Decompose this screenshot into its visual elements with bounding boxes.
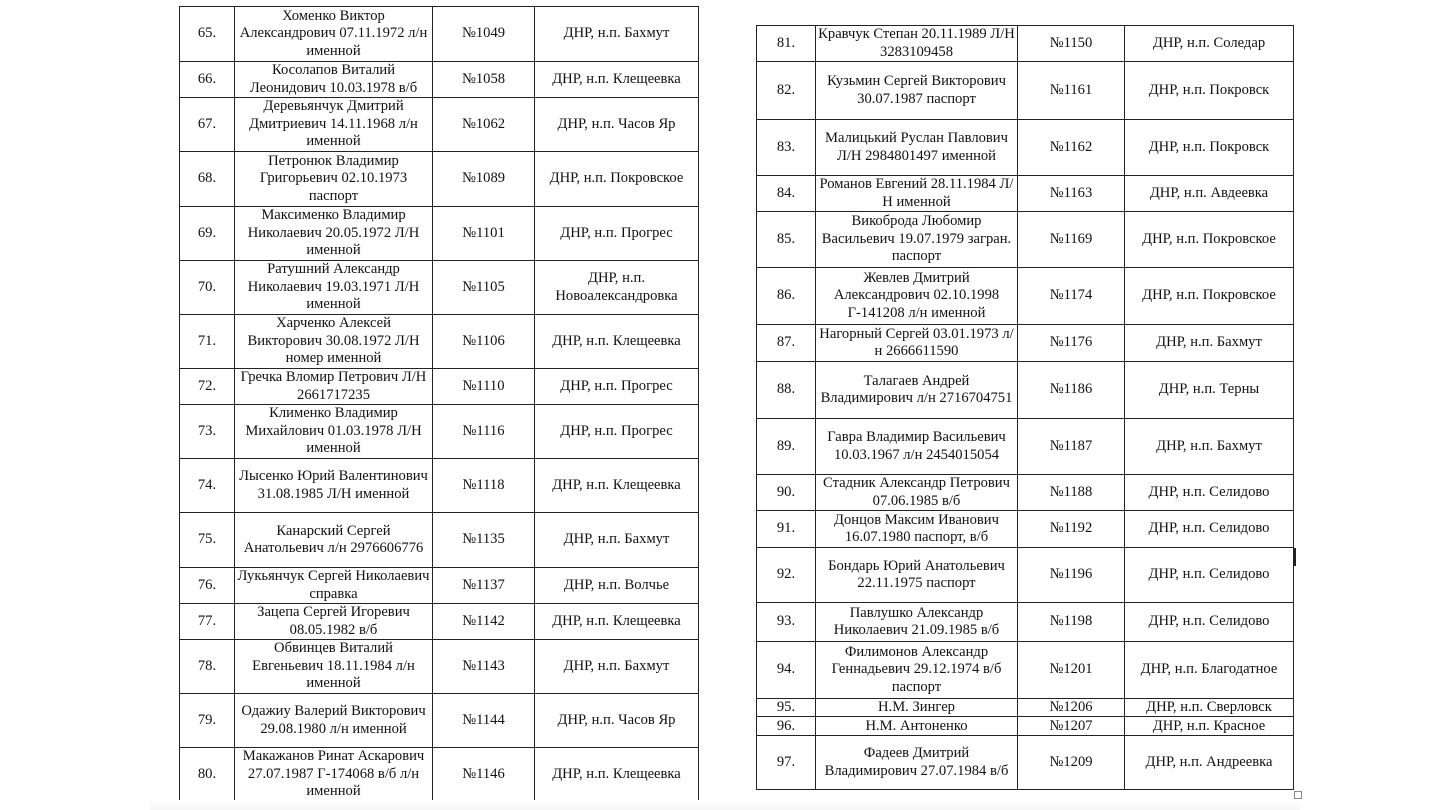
row-number-cell: 80. [180,748,235,802]
person-details-cell: Фадеев Дмитрий Владимирович 27.07.1984 в/б [816,736,1018,790]
record-number-cell: №1143 [433,640,535,694]
row-number-cell: 67. [180,98,235,152]
table-row [180,261,699,315]
table-row [757,736,1294,790]
record-number-cell: №1169 [1018,212,1125,268]
person-details-cell: Бондарь Юрий Анатольевич 22.11.1975 паспорт [816,548,1018,603]
person-details-cell: Кузьмин Сергей Викторович 30.07.1987 паспорт [816,62,1018,120]
record-number-cell: №1192 [1018,511,1125,548]
table-row [180,640,699,694]
location-cell: ДНР, н.п. Красное [1125,717,1294,736]
record-number-cell: №1144 [433,694,535,748]
record-number-cell: №1118 [433,459,535,513]
location-cell: ДНР, н.п. Клещеевка [535,315,699,369]
location-cell: ДНР, н.п. Авдеевка [1125,176,1294,212]
page-edge-shadow [150,800,1300,810]
table-row [180,98,699,152]
record-number-cell: №1135 [433,513,535,568]
record-number-cell: №1186 [1018,362,1125,419]
table-row [180,604,699,640]
person-details-cell: Талагаев Андрей Владимирович л/н 2716704751 [816,362,1018,419]
record-number-cell: №1101 [433,207,535,261]
location-cell: ДНР, н.п. Бахмут [535,640,699,694]
person-details-cell: Кравчук Степан 20.11.1989 Л/Н 3283109458 [816,26,1018,62]
location-cell: ДНР, н.п. Покровское [1125,268,1294,325]
location-cell: ДНР, н.п. Покровск [1125,62,1294,120]
location-cell: ДНР, н.п. Бахмут [1125,419,1294,475]
person-details-cell: Донцов Максим Иванович 16.07.1980 паспорт, в/б [816,511,1018,548]
table-row [180,748,699,802]
person-details-cell: Гавра Владимир Васильевич 10.03.1967 л/н 2454015054 [816,419,1018,475]
row-number-cell: 75. [180,513,235,568]
table-row [180,7,699,62]
table-row [180,459,699,513]
table-row [757,699,1294,717]
location-cell: ДНР, н.п. Терны [1125,362,1294,419]
person-details-cell: Петронюк Владимир Григорьевич 02.10.1973 паспорт [235,152,433,207]
record-number-cell: №1187 [1018,419,1125,475]
location-cell: ДНР, н.п. Прогрес [535,207,699,261]
row-number-cell: 69. [180,207,235,261]
left-table-body [180,7,699,802]
record-number-cell: №1049 [433,7,535,62]
table-row [180,207,699,261]
row-number-cell: 86. [757,268,816,325]
record-number-cell: №1163 [1018,176,1125,212]
location-cell: ДНР, н.п. Благодатное [1125,642,1294,699]
record-number-cell: №1142 [433,604,535,640]
record-number-cell: №1146 [433,748,535,802]
person-details-cell: Макажанов Ринат Аскарович 27.07.1987 Г-174068 в/б л/н именной [235,748,433,802]
table-row [180,513,699,568]
table-row [757,603,1294,642]
row-number-cell: 76. [180,568,235,604]
row-number-cell: 70. [180,261,235,315]
location-cell: ДНР, н.п. Клещеевка [535,459,699,513]
record-number-cell: №1110 [433,369,535,405]
person-details-cell: Филимонов Александр Геннадьевич 29.12.1974 в/б паспорт [816,642,1018,699]
person-details-cell: Лукьянчук Сергей Николаевич справка [235,568,433,604]
person-details-cell: Обвинцев Виталий Евгеньевич 18.11.1984 л/н именной [235,640,433,694]
row-number-cell: 78. [180,640,235,694]
row-number-cell: 72. [180,369,235,405]
table-row [180,369,699,405]
row-number-cell: 77. [180,604,235,640]
row-number-cell: 74. [180,459,235,513]
person-details-cell: Деревьянчук Дмитрий Дмитриевич 14.11.1968 л/н именной [235,98,433,152]
location-cell: ДНР, н.п. Селидово [1125,511,1294,548]
table-row [757,419,1294,475]
row-number-cell: 65. [180,7,235,62]
location-cell: ДНР, н.п. Сверловск [1125,699,1294,717]
table-row [180,405,699,459]
location-cell: ДНР, н.п. Бахмут [535,513,699,568]
person-details-cell: Н.М. Антоненко [816,717,1018,736]
person-details-cell: Ратушний Александр Николаевич 19.03.1971 Л/Н именной [235,261,433,315]
person-details-cell: Романов Евгений 28.11.1984 Л/Н именной [816,176,1018,212]
table-row [757,120,1294,176]
row-number-cell: 85. [757,212,816,268]
record-number-cell: №1161 [1018,62,1125,120]
person-details-cell: Малицький Руслан Павлович Л/Н 2984801497 именной [816,120,1018,176]
person-details-cell: Косолапов Виталий Леонидович 10.03.1978 в/б [235,62,433,98]
record-number-cell: №1176 [1018,325,1125,362]
person-details-cell: Павлушко Александр Николаевич 21.09.1985 в/б [816,603,1018,642]
person-details-cell: Канарский Сергей Анатольевич л/н 2976606776 [235,513,433,568]
record-number-cell: №1062 [433,98,535,152]
row-number-cell: 73. [180,405,235,459]
table-row [757,268,1294,325]
text-cursor-marker [1293,548,1296,566]
person-details-cell: Гречка Вломир Петрович Л/Н 2661717235 [235,369,433,405]
row-number-cell: 96. [757,717,816,736]
row-number-cell: 66. [180,62,235,98]
table-row [757,362,1294,419]
row-number-cell: 68. [180,152,235,207]
person-details-cell: Н.М. Зингер [816,699,1018,717]
record-number-cell: №1089 [433,152,535,207]
record-number-cell: №1105 [433,261,535,315]
person-details-cell: Клименко Владимир Михайлович 01.03.1978 Л/Н именной [235,405,433,459]
record-number-cell: №1207 [1018,717,1125,736]
location-cell: ДНР, н.п. Клещеевка [535,748,699,802]
record-number-cell: №1162 [1018,120,1125,176]
location-cell: ДНР, н.п. Прогрес [535,369,699,405]
record-number-cell: №1209 [1018,736,1125,790]
table-row [757,511,1294,548]
row-number-cell: 87. [757,325,816,362]
location-cell: ДНР, н.п. Покровское [1125,212,1294,268]
table-row [757,475,1294,511]
location-cell: ДНР, н.п. Часов Яр [535,98,699,152]
row-number-cell: 84. [757,176,816,212]
row-number-cell: 93. [757,603,816,642]
table-row [757,26,1294,62]
table-row [757,717,1294,736]
person-details-cell: Викоброда Любомир Васильевич 19.07.1979 загран. паспорт [816,212,1018,268]
record-number-cell: №1058 [433,62,535,98]
location-cell: ДНР, н.п. Селидово [1125,603,1294,642]
row-number-cell: 91. [757,511,816,548]
row-number-cell: 82. [757,62,816,120]
table-row [757,325,1294,362]
location-cell: ДНР, н.п. Покровское [535,152,699,207]
table-row [757,62,1294,120]
row-number-cell: 81. [757,26,816,62]
record-number-cell: №1106 [433,315,535,369]
location-cell: ДНР, н.п. Селидово [1125,548,1294,603]
person-details-cell: Одажиу Валерий Викторович 29.08.1980 л/н именной [235,694,433,748]
table-row [180,694,699,748]
person-details-cell: Зацепа Сергей Игоревич 08.05.1982 в/б [235,604,433,640]
record-number-cell: №1201 [1018,642,1125,699]
record-number-cell: №1174 [1018,268,1125,325]
person-details-cell: Харченко Алексей Викторович 30.08.1972 Л/Н номер именной [235,315,433,369]
location-cell: ДНР, н.п. Клещеевка [535,604,699,640]
location-cell: ДНР, н.п. Бахмут [535,7,699,62]
row-number-cell: 95. [757,699,816,717]
location-cell: ДНР, н.п. Селидово [1125,475,1294,511]
person-details-cell: Лысенко Юрий Валентинович 31.08.1985 Л/Н именной [235,459,433,513]
record-number-cell: №1198 [1018,603,1125,642]
person-details-cell: Жевлев Дмитрий Александрович 02.10.1998 Г-141208 л/н именной [816,268,1018,325]
row-number-cell: 79. [180,694,235,748]
location-cell: ДНР, н.п. Соледар [1125,26,1294,62]
person-details-cell: Максименко Владимир Николаевич 20.05.1972 Л/Н именной [235,207,433,261]
right-table [756,25,1294,790]
row-number-cell: 88. [757,362,816,419]
record-number-cell: №1137 [433,568,535,604]
location-cell: ДНР, н.п. Волчье [535,568,699,604]
record-number-cell: №1116 [433,405,535,459]
location-cell: ДНР, н.п. Часов Яр [535,694,699,748]
row-number-cell: 71. [180,315,235,369]
location-cell: ДНР, н.п. Андреевка [1125,736,1294,790]
location-cell: ДНР, н.п. Прогрес [535,405,699,459]
table-row [757,176,1294,212]
record-number-cell: №1188 [1018,475,1125,511]
location-cell: ДНР, н.п. Покровск [1125,120,1294,176]
table-row [757,548,1294,603]
table-row [757,212,1294,268]
row-number-cell: 92. [757,548,816,603]
record-number-cell: №1150 [1018,26,1125,62]
person-details-cell: Хоменко Виктор Александрович 07.11.1972 л/н именной [235,7,433,62]
table-resize-handle[interactable] [1294,791,1302,799]
location-cell: ДНР, н.п. Бахмут [1125,325,1294,362]
table-row [757,642,1294,699]
record-number-cell: №1196 [1018,548,1125,603]
row-number-cell: 97. [757,736,816,790]
location-cell: ДНР, н.п. Новоалександровка [535,261,699,315]
row-number-cell: 90. [757,475,816,511]
table-row [180,315,699,369]
person-details-cell: Стадник Александр Петрович 07.06.1985 в/б [816,475,1018,511]
table-row [180,62,699,98]
left-table [179,6,699,802]
record-number-cell: №1206 [1018,699,1125,717]
location-cell: ДНР, н.п. Клещеевка [535,62,699,98]
table-row [180,568,699,604]
row-number-cell: 94. [757,642,816,699]
row-number-cell: 89. [757,419,816,475]
table-row [180,152,699,207]
right-table-body [757,26,1294,790]
row-number-cell: 83. [757,120,816,176]
person-details-cell: Нагорный Сергей 03.01.1973 л/н 2666611590 [816,325,1018,362]
